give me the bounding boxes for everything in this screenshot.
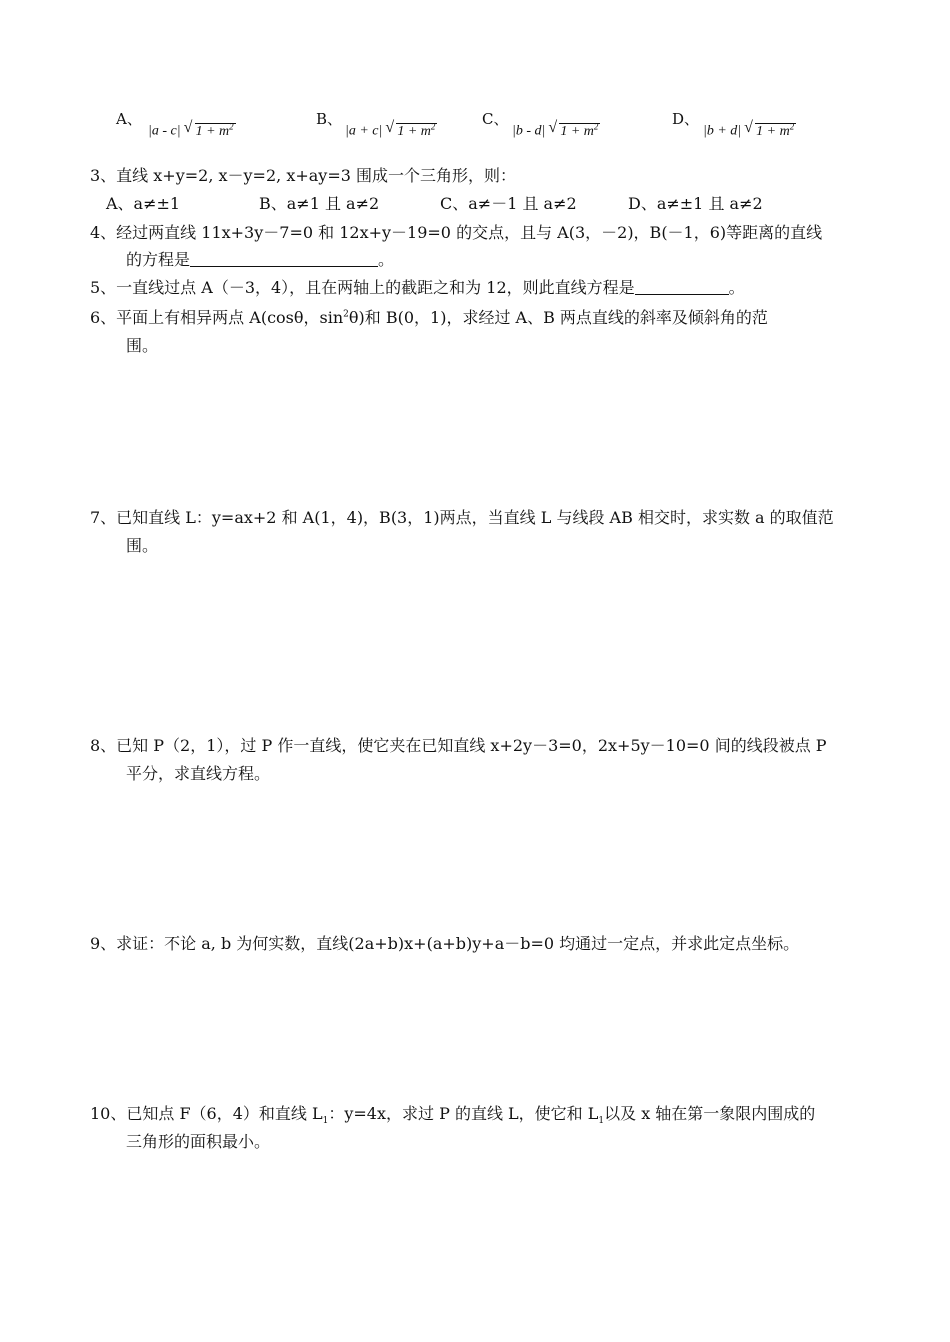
sqrt-symbol xyxy=(385,121,437,140)
question-10-text-b: ：y=4x，求过 P 的直线 L，使它和 L xyxy=(328,1104,599,1123)
question-7-line-1: 7、已知直线 L：y=ax+2 和 A(1，4)，B(3，1)两点，当直线 L 与线段 AB 相交时，求实数 a 的取值范 xyxy=(90,508,834,527)
option-d-exponent: 2 xyxy=(789,121,795,131)
question-10-text-c: 以及 x 轴在第一象限内围成的 xyxy=(604,1104,816,1123)
question-3-option-a: A、a≠±1 xyxy=(106,194,181,213)
question-6-superscript: 2 xyxy=(343,309,349,320)
option-a-abs: |a - c| xyxy=(148,123,181,139)
question-6-text-b: θ)和 B(0，1)，求经过 A、B 两点直线的斜率及倾斜角的范 xyxy=(348,308,768,327)
question-4-prompt: 的方程是 xyxy=(126,250,191,269)
question-3-text: 3、直线 x+y=2, x－y=2, x+ay=3 围成一个三角形，则： xyxy=(90,166,516,185)
option-d-formula xyxy=(703,121,796,140)
question-10-line-1 xyxy=(90,1101,815,1126)
option-b-abs: |a + c| xyxy=(345,123,383,139)
question-5-end: 。 xyxy=(728,278,745,297)
question-6-line-1 xyxy=(90,305,768,328)
question-4-end: 。 xyxy=(378,250,395,269)
option-a-radicand: 1 + m xyxy=(195,123,230,139)
option-c-exponent: 2 xyxy=(593,121,599,131)
question-7-line-2: 围。 xyxy=(126,536,159,555)
question-8-line-2: 平分，求直线方程。 xyxy=(126,764,271,783)
question-10-text-a: 10、已知点 F（6，4）和直线 L xyxy=(90,1104,323,1123)
question-10-subscript: 1 xyxy=(598,1116,605,1127)
question-4-line-1: 4、经过两直线 11x+3y－7=0 和 12x+y－19=0 的交点，且与 A(3，－2)，B(－1，6)等距离的直线 xyxy=(90,223,823,242)
option-b-label: B、 xyxy=(316,110,343,128)
question-4-line-2 xyxy=(126,247,394,270)
question-5-text xyxy=(90,275,745,298)
question-8-line-1: 8、已知 P（2，1），过 P 作一直线，使它夹在已知直线 x+2y－3=0，2x+5y－10=0 间的线段被点 P xyxy=(90,736,827,755)
question-3-option-c: C、a≠－1 且 a≠2 xyxy=(440,194,577,213)
option-d-abs: |b + d| xyxy=(703,123,742,139)
sqrt-symbol xyxy=(744,121,796,140)
option-d-label: D、 xyxy=(672,110,700,128)
answer-blank[interactable] xyxy=(635,280,729,295)
option-c-formula xyxy=(512,121,600,140)
option-d-radicand: 1 + m xyxy=(756,123,790,139)
answer-blank[interactable] xyxy=(190,252,378,267)
option-c-radicand: 1 + m xyxy=(560,123,594,139)
question-9-text: 9、求证：不论 a, b 为何实数，直线(2a+b)x+(a+b)y+a－b=0 均通过一定点，并求此定点坐标。 xyxy=(90,934,800,953)
option-a-label: A、 xyxy=(116,110,142,128)
question-3-option-b: B、a≠1 且 a≠2 xyxy=(259,194,380,213)
option-b-exponent: 2 xyxy=(430,121,436,131)
option-b-radicand: 1 + m xyxy=(397,123,431,139)
question-10-line-2: 三角形的面积最小。 xyxy=(126,1132,271,1151)
sqrt-symbol xyxy=(548,121,600,140)
sqrt-symbol xyxy=(184,121,236,140)
question-6-text-a: 6、平面上有相异两点 A(cosθ，sin xyxy=(90,308,344,327)
question-6-line-2: 围。 xyxy=(126,336,159,355)
option-c-abs: |b - d| xyxy=(512,123,546,139)
question-10-subscript: 1 xyxy=(322,1116,329,1127)
question-5-prompt: 5、一直线过点 A（－3，4），且在两轴上的截距之和为 12，则此直线方程是 xyxy=(90,278,635,297)
option-b-formula xyxy=(345,121,437,140)
option-a-formula xyxy=(148,121,236,140)
option-c-label: C、 xyxy=(482,110,509,128)
option-a-exponent: 2 xyxy=(229,121,234,131)
question-3-option-d: D、a≠±1 且 a≠2 xyxy=(628,194,763,213)
